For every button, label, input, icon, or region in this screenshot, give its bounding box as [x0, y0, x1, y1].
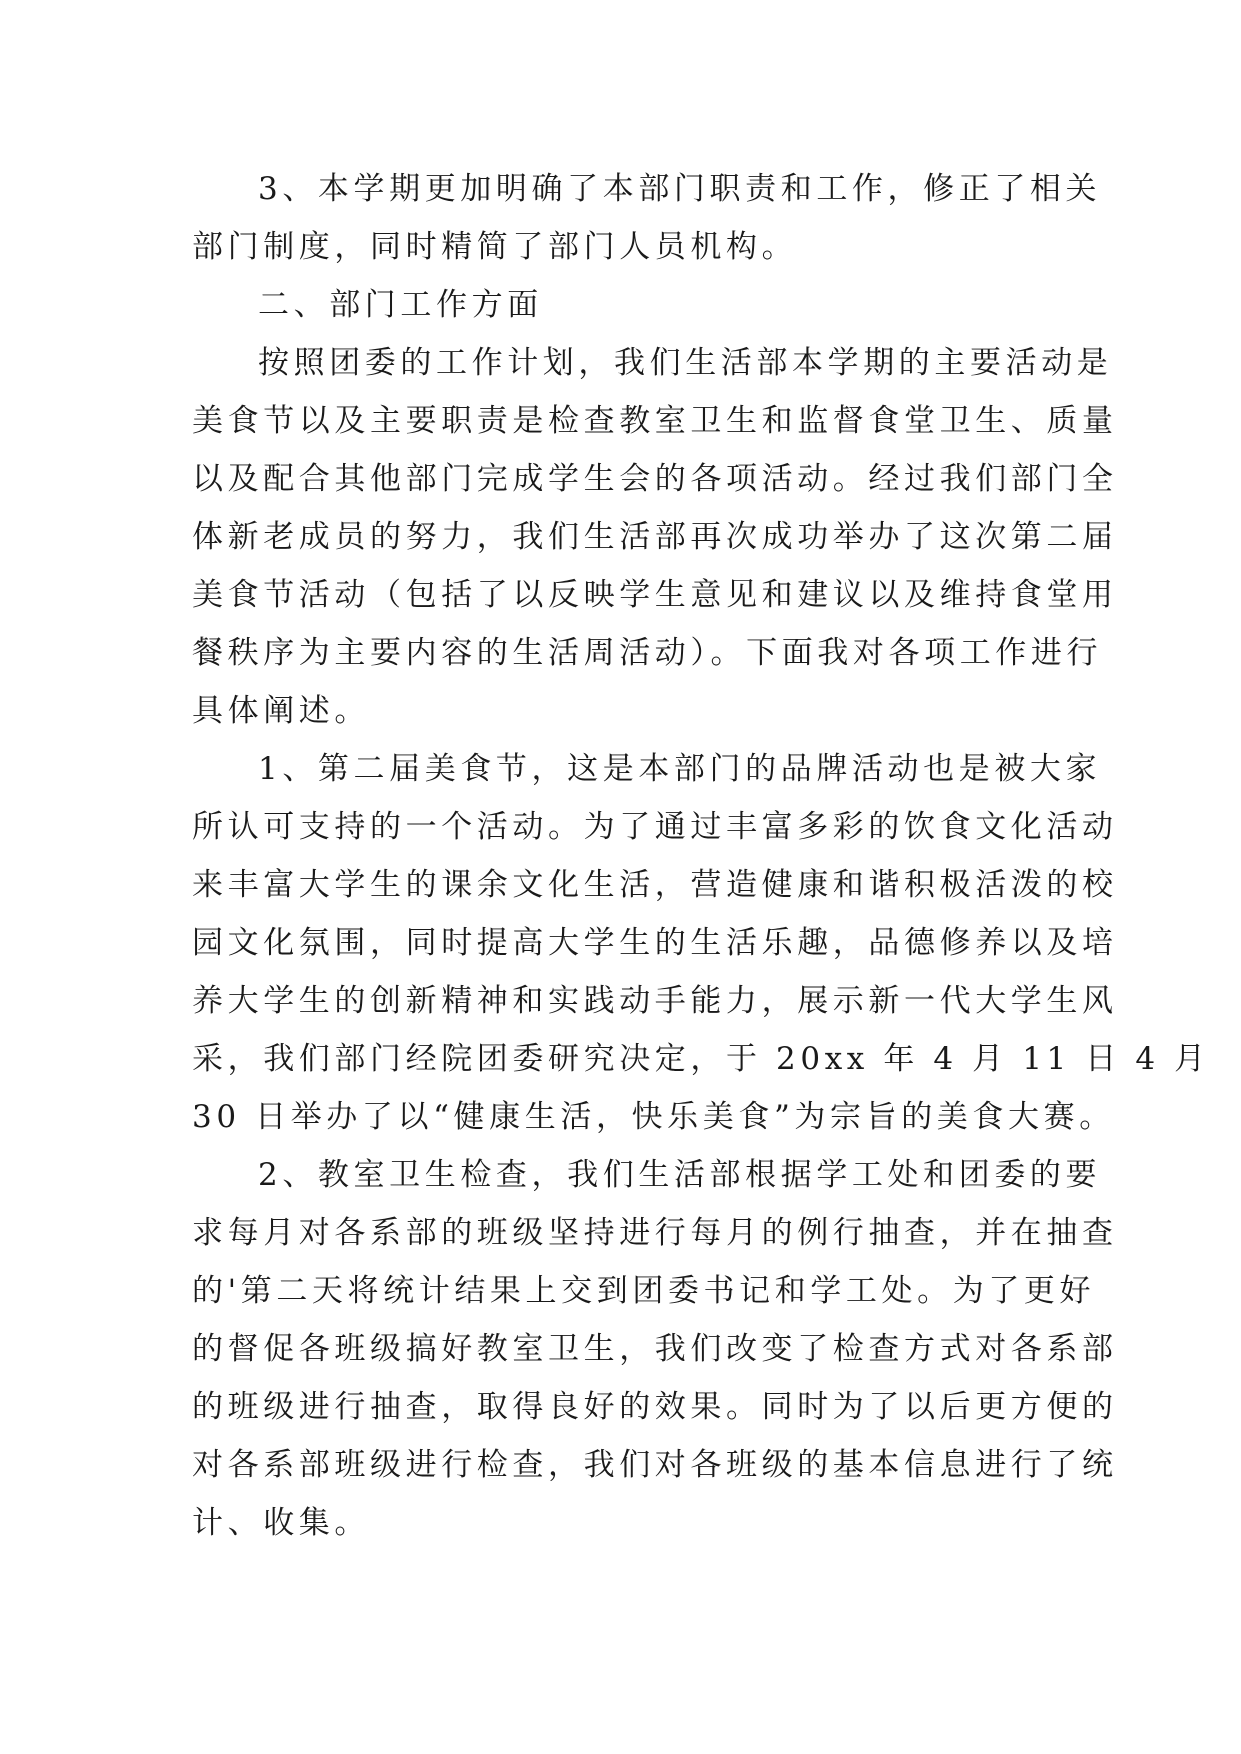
- paragraph-line: 以及配合其他部门完成学生会的各项活动。经过我们部门全: [192, 461, 1118, 497]
- paragraph-line: 美食节活动（包括了以反映学生意见和建议以及维持食堂用: [192, 577, 1118, 613]
- paragraph-line: 的班级进行抽查，取得良好的效果。同时为了以后更方便的: [192, 1389, 1118, 1425]
- document-body: [192, 160, 1210, 1552]
- paragraph-line: 园文化氛围，同时提高大学生的生活乐趣，品德修养以及培: [192, 925, 1118, 961]
- paragraph-line: 所认可支持的一个活动。为了通过丰富多彩的饮食文化活动: [192, 809, 1118, 845]
- paragraph-line: 计、收集。: [192, 1505, 370, 1541]
- paragraph-line: 求每月对各系部的班级坚持进行每月的例行抽查，并在抽查: [192, 1215, 1118, 1251]
- paragraph-line: 按照团委的工作计划，我们生活部本学期的主要活动是: [258, 345, 1113, 381]
- paragraph-line: 的'第二天将统计结果上交到团委书记和学工处。为了更好: [192, 1273, 1096, 1309]
- paragraph-line: 美食节以及主要职责是检查教室卫生和监督食堂卫生、质量: [192, 403, 1118, 439]
- paragraph-line: 来丰富大学生的课余文化生活，营造健康和谐积极活泼的校: [192, 867, 1118, 903]
- paragraph-line: 对各系部班级进行检查，我们对各班级的基本信息进行了统: [192, 1447, 1118, 1483]
- paragraph-line: 3、本学期更加明确了本部门职责和工作，修正了相关: [258, 171, 1102, 207]
- paragraph-line: 1、第二届美食节，这是本部门的品牌活动也是被大家: [258, 751, 1102, 787]
- paragraph-line: 部门制度，同时精简了部门人员机构。: [192, 229, 798, 265]
- paragraph-line: 具体阐述。: [192, 693, 370, 729]
- paragraph-line: 的督促各班级搞好教室卫生，我们改变了检查方式对各系部: [192, 1331, 1118, 1367]
- paragraph-line: 2、教室卫生检查，我们生活部根据学工处和团委的要: [258, 1157, 1102, 1193]
- paragraph-line: 餐秩序为主要内容的生活周活动）。下面我对各项工作进行: [192, 635, 1103, 671]
- paragraph-line: 养大学生的创新精神和实践动手能力，展示新一代大学生风: [192, 983, 1118, 1019]
- paragraph-line: 体新老成员的努力，我们生活部再次成功举办了这次第二届: [192, 519, 1118, 555]
- paragraph-line: 采，我们部门经院团委研究决定，于 20xx 年 4 月 11 日 4 月: [192, 1041, 1210, 1077]
- section-heading: 二、部门工作方面: [258, 287, 543, 323]
- paragraph-line: 30 日举办了以“健康生活，快乐美食”为宗旨的美食大赛。: [192, 1099, 1115, 1135]
